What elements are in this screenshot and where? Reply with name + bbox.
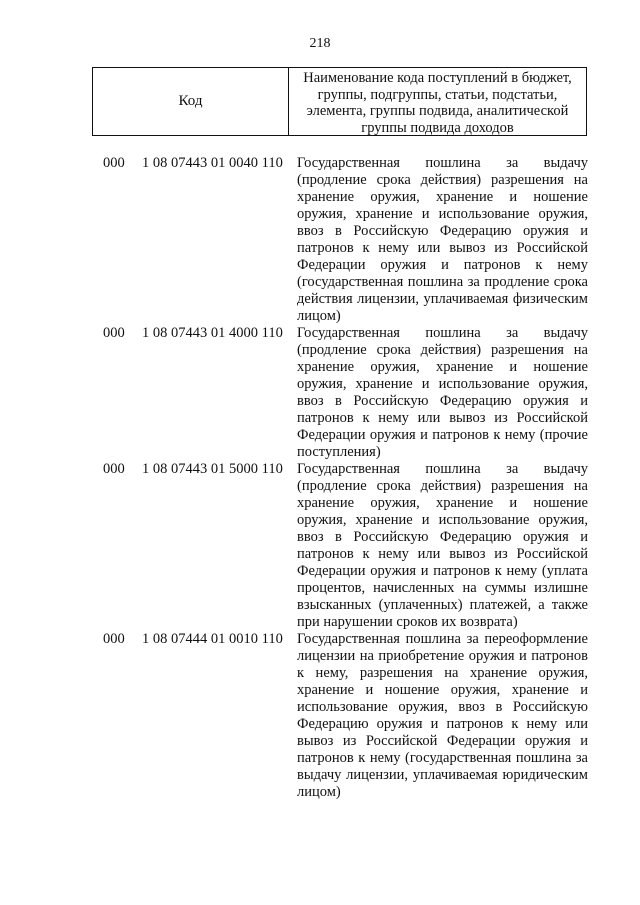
table-row bbox=[0, 461, 640, 631]
income-code: 1 08 07444 01 0010 110 bbox=[142, 631, 283, 647]
admin-code: 000 bbox=[103, 461, 125, 477]
header-name-cell: Наименование кода поступлений в бюджет, группы, подгруппы, статьи, подстатьи, элемента, группы подвида, аналитической группы подвида доходов bbox=[303, 70, 572, 136]
table-body bbox=[0, 155, 640, 801]
page-number: 218 bbox=[309, 36, 331, 51]
income-description: Государственная пошлина за выдачу (продление срока действия) разрешения на хранение оружия, хранение и ношение оружия, хранение и использование оружия, ввоз в Российскую Федерацию оружия и патронов к нему или вывоз из Российской Федерации оружия и патронов к нему (прочие поступления) bbox=[297, 325, 588, 460]
income-code: 1 08 07443 01 4000 110 bbox=[142, 325, 283, 341]
table-header bbox=[92, 67, 587, 136]
admin-code: 000 bbox=[103, 155, 125, 171]
table-row bbox=[0, 155, 640, 325]
income-code: 1 08 07443 01 5000 110 bbox=[142, 461, 283, 477]
income-description: Государственная пошлина за выдачу (продление срока действия) разрешения на хранение оружия, хранение и ношение оружия, хранение и использование оружия, ввоз в Российскую Федерацию оружия и патронов к нему или вывоз из Российской Федерации оружия и патронов к нему (государственная пошлина за продление срока действия лицензии, уплачиваемая физическим лицом) bbox=[297, 155, 588, 324]
income-description: Государственная пошлина за выдачу (продление срока действия) разрешения на хранение оружия, хранение и ношение оружия, хранение и использование оружия, ввоз в Российскую Федерацию оружия и патронов к нему или вывоз из Российской Федерации оружия и патронов к нему (уплата процентов, начисленных на суммы излишне взысканных (уплаченных) платежей, а также при нарушении сроков их возврата) bbox=[297, 461, 588, 630]
table-row bbox=[0, 631, 640, 801]
income-description: Государственная пошлина за переоформление лицензии на приобретение оружия и патронов к нему, разрешения на хранение оружия, хранение и ношение оружия, хранение и использование оружия, ввоз в Российскую Федерацию оружия и патронов к нему или вывоз из Российской Федерации оружия и патронов к нему (государственная пошлина за выдачу лицензии, уплачиваемая юридическим лицом) bbox=[297, 631, 588, 800]
header-code-cell: Код bbox=[93, 68, 289, 135]
admin-code: 000 bbox=[103, 325, 125, 341]
table-row bbox=[0, 325, 640, 461]
admin-code: 000 bbox=[103, 631, 125, 647]
income-code: 1 08 07443 01 0040 110 bbox=[142, 155, 283, 171]
